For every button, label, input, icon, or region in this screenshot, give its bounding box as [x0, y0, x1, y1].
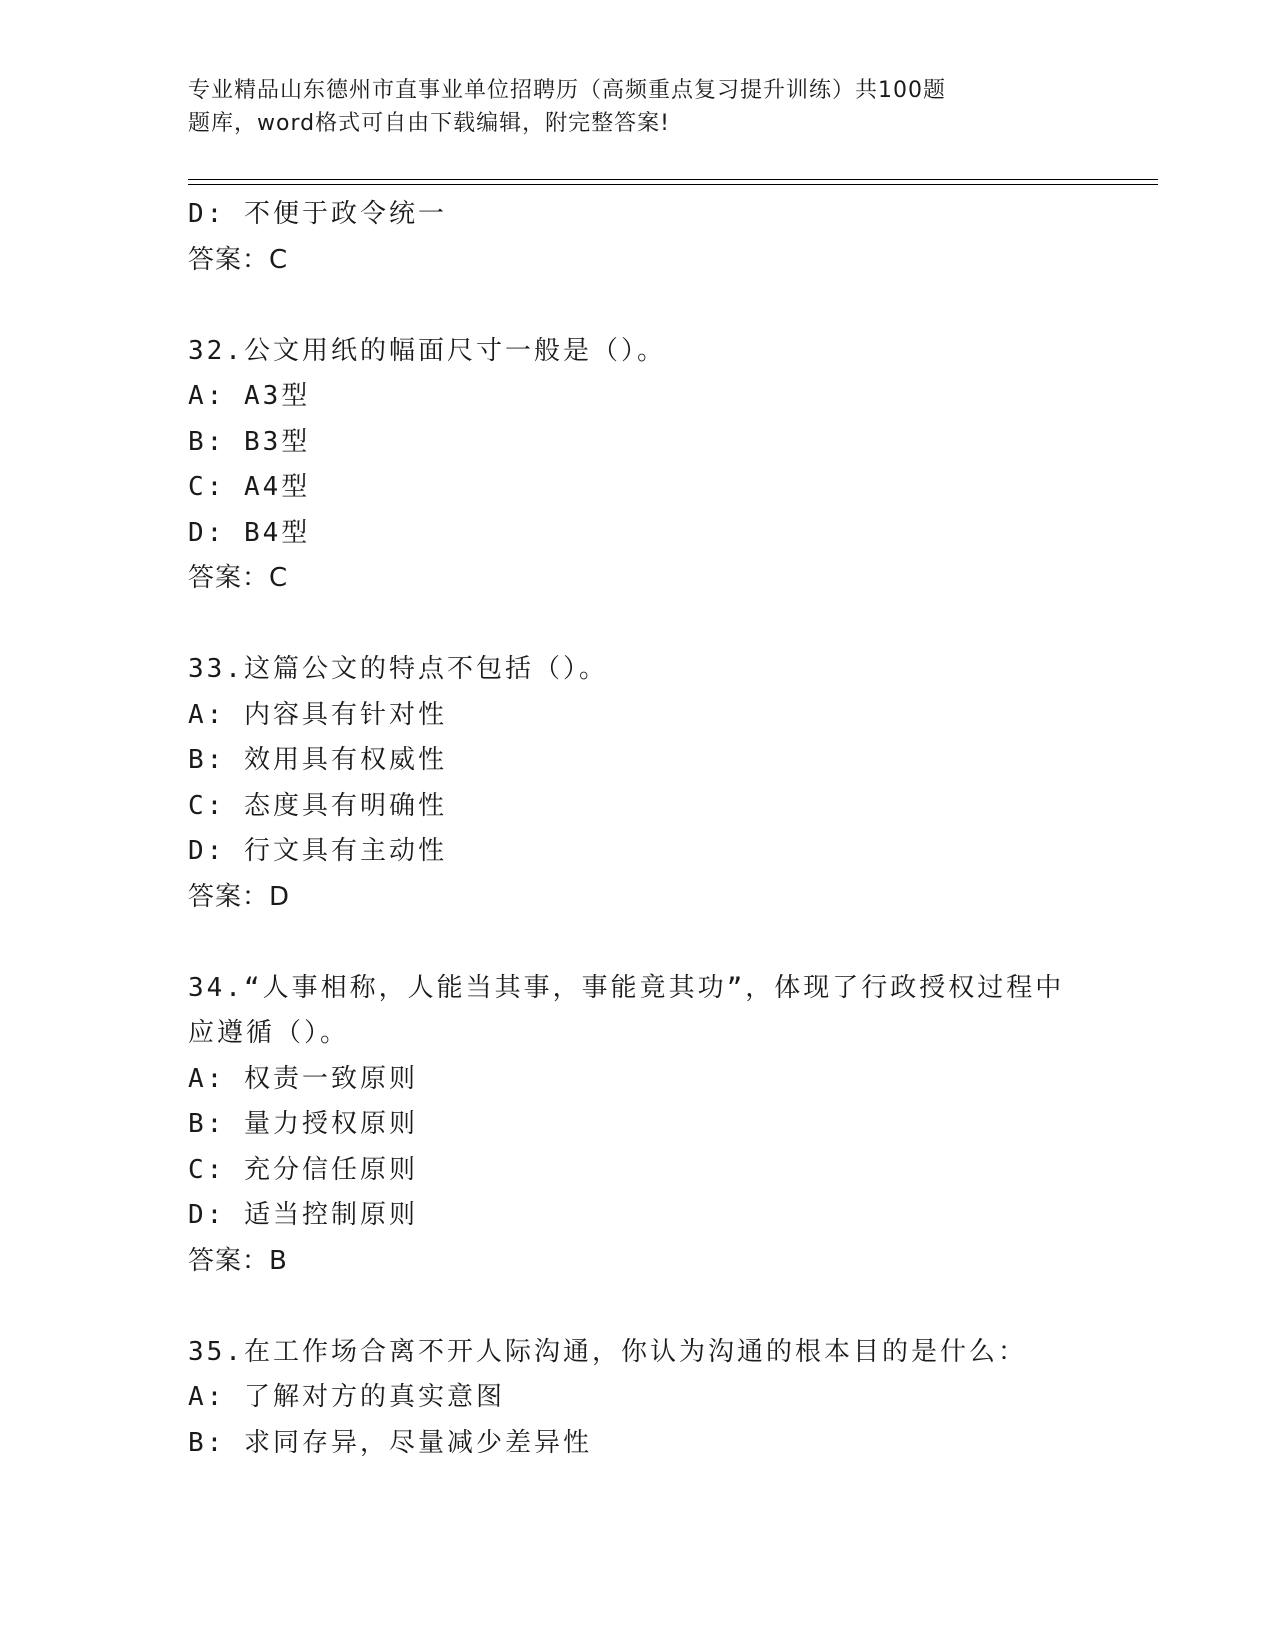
header-title-line-2: 题库，word格式可自由下载编辑，附完整答案! [188, 111, 670, 136]
question-stem: 35.在工作场合离不开人际沟通，你认为沟通的根本目的是什么： [188, 1336, 1027, 1367]
option-a: A: 内容具有针对性 [188, 699, 447, 730]
option-c: C: 充分信任原则 [188, 1154, 418, 1185]
option-d: D: 适当控制原则 [188, 1200, 418, 1230]
document-header [188, 74, 1038, 140]
option-b: B: 量力授权原则 [188, 1109, 418, 1139]
option-d: D: 不便于政令统一 [188, 199, 447, 229]
option-c: C: A4型 [188, 472, 311, 502]
question-34 [188, 966, 1128, 1285]
option-b: B: B3型 [188, 426, 311, 457]
question-32 [188, 329, 1128, 602]
question-31-fragment [188, 192, 1128, 283]
answer-line: 答案：C [188, 563, 289, 593]
question-stem: 33.这篇公文的特点不包括（）。 [188, 654, 608, 684]
answer-line: 答案：B [188, 1245, 288, 1276]
option-a: A: 权责一致原则 [188, 1063, 418, 1094]
question-stem-line-2: 应遵循（）。 [188, 1018, 350, 1048]
option-c: C: 态度具有明确性 [188, 790, 447, 821]
header-divider [188, 179, 1158, 185]
answer-line: 答案：C [188, 244, 289, 275]
header-title-line-1: 专业精品山东德州市直事业单位招聘历（高频重点复习提升训练）共100题 [188, 78, 946, 103]
option-d: D: 行文具有主动性 [188, 836, 447, 866]
question-stem: 32.公文用纸的幅面尺寸一般是（）。 [188, 335, 666, 366]
option-d: D: B4型 [188, 517, 311, 548]
option-b: B: 求同存异，尽量减少差异性 [188, 1427, 592, 1458]
question-stem-line-1: 34.“人事相称，人能当其事，事能竟其功”，体现了行政授权过程中 [188, 972, 1065, 1003]
spacer [188, 283, 1128, 329]
answer-line: 答案：D [188, 881, 291, 912]
document-body [188, 192, 1128, 1466]
spacer [188, 920, 1128, 966]
option-a: A: A3型 [188, 381, 311, 411]
option-a: A: 了解对方的真实意图 [188, 1382, 505, 1412]
spacer [188, 1284, 1128, 1330]
question-33 [188, 647, 1128, 920]
option-b: B: 效用具有权威性 [188, 745, 447, 775]
spacer [188, 602, 1128, 648]
question-35 [188, 1330, 1128, 1467]
